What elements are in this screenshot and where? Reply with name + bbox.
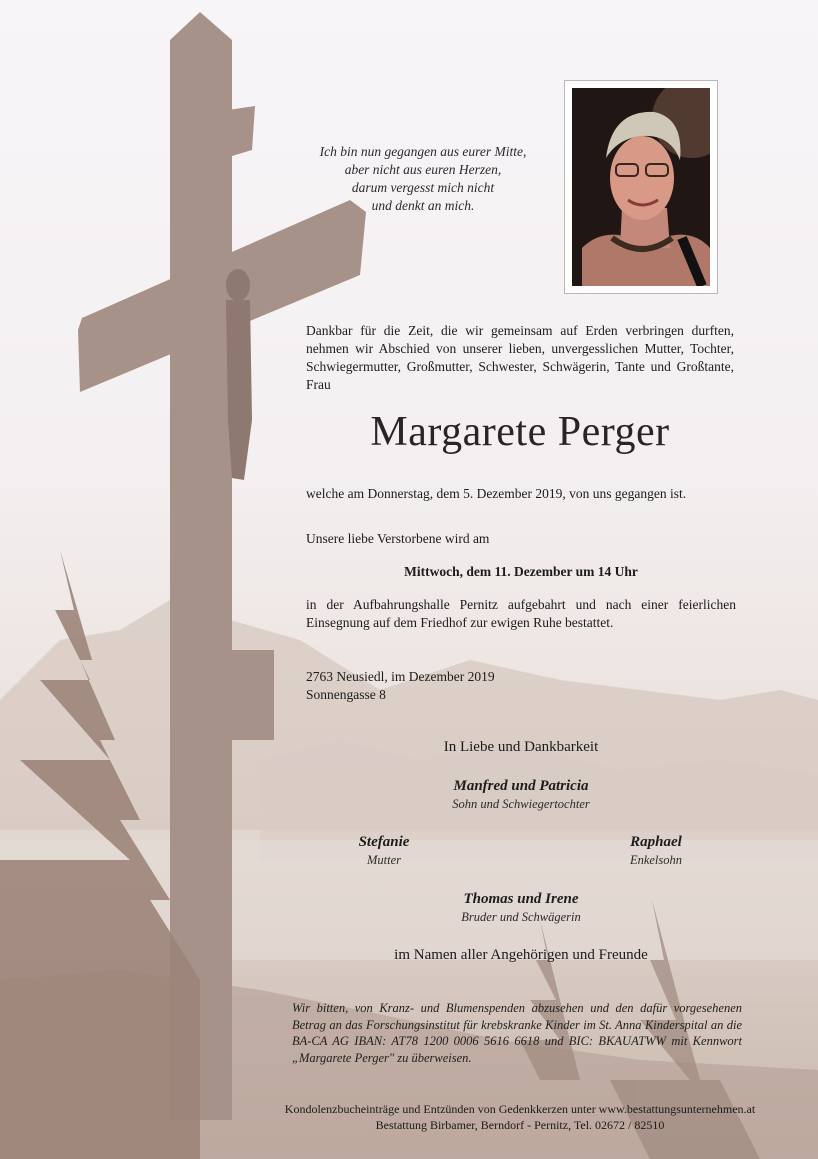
poem-line: darum vergesst mich nicht [351,180,495,195]
portrait-frame [564,80,718,294]
footer-condolence-line: Kondolenzbucheinträge und Entzünden von Gedenkkerzen unter www.bestattungsunternehmen.at [284,1102,756,1116]
mourner-entry [304,832,464,868]
address-block [306,668,606,704]
donation-request-text: Wir bitten, von Kranz- und Blumenspenden abzusehen und den dafür vorgesehenen Betrag an das Forschungsinstitut für krebskranke Kinder im St. Anna Kinderspital an die BA-CA AG IBAN: AT78 1200 0006 5616 6618 und BIC: BKAUATWW mit Kennwort „Margarete Perger" zu überweisen. [292,1001,742,1065]
ceremony-place-text: in der Aufbahrungshalle Pernitz aufgebahrt und nach einer feierlichen Einsegnung auf dem Friedhof zur ewigen Ruhe bestattet. [306,597,736,630]
mourner-relation: Sohn und Schwiegertochter [452,797,590,811]
death-date-text: welche am Donnerstag, dem 5. Dezember 2019, von uns gegangen ist. [306,486,687,501]
deceased-name: Margarete Perger [370,409,670,455]
poem-line: aber nicht aus euren Herzen, [344,162,502,177]
intro-text: Dankbar für die Zeit, die wir gemeinsam auf Erden verbringen durften, nehmen wir Abschied von unserer lieben, unvergesslichen Mutter, Tochter, Schwiegermutter, Großmutter, Schwester, Schwägerin, Tante und Großtante, Frau [306,323,734,392]
memorial-poem [286,143,560,215]
mourner-relation: Enkelsohn [629,853,683,867]
footer-undertaker-line: Bestattung Birbamer, Berndorf - Pernitz, Tel. 02672 / 82510 [375,1118,665,1132]
laid-out-text: Unsere liebe Verstorbene wird am [306,531,490,546]
mourner-name: Thomas und Irene [463,891,579,907]
poem-line: Ich bin nun gegangen aus eurer Mitte, [319,144,527,159]
footer [200,1101,818,1133]
mourner-relation: Mutter [366,853,402,867]
all-relatives-text: im Namen aller Angehörigen und Freunde [394,947,648,963]
address-line: Sonnengasse 8 [306,687,386,702]
address-line: 2763 Neusiedl, im Dezember 2019 [306,669,495,684]
mourner-entry [576,832,736,868]
mourner-entry [384,889,658,925]
mourner-name: Stefanie [358,834,410,850]
mourner-name: Raphael [630,834,682,850]
portrait-photo [572,88,710,286]
poem-line: und denkt an mich. [371,198,475,213]
mourner-entry [384,776,658,812]
mourner-name: Manfred und Patricia [453,778,589,794]
mourner-relation: Bruder und Schwägerin [461,910,581,924]
love-gratitude-text: In Liebe und Dankbarkeit [443,739,599,755]
ceremony-date: Mittwoch, dem 11. Dezember um 14 Uhr [404,564,638,579]
